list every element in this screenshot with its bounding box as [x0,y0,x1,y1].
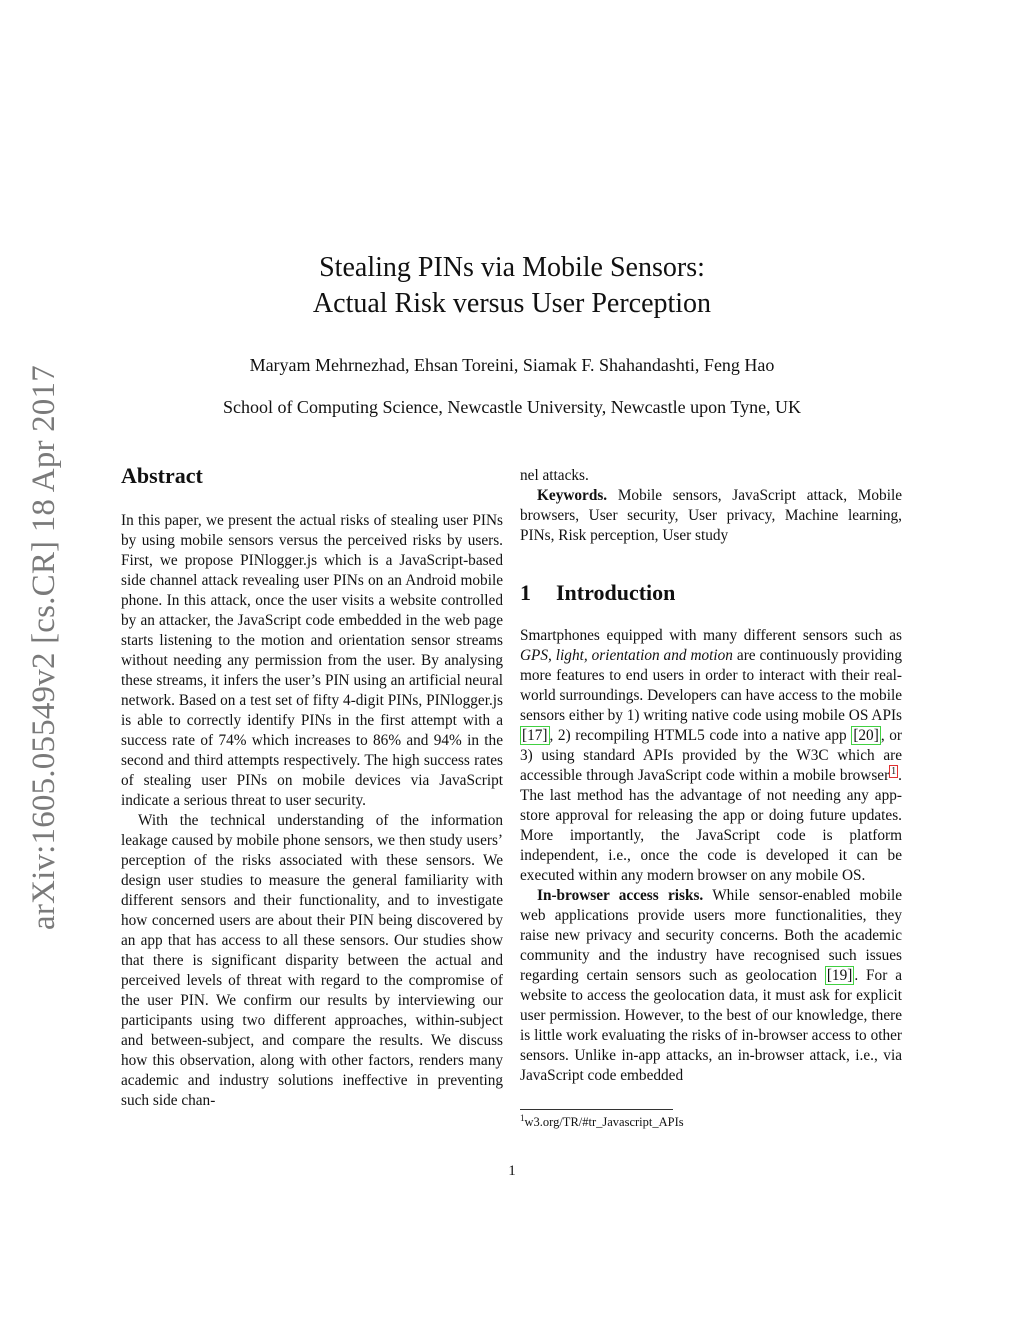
right-column [520,466,902,1086]
footnote-text: w3.org/TR/#tr_Javascript_APIs [524,1115,684,1130]
introduction-heading [520,577,902,609]
abstract-paragraph-1: In this paper, we present the actual risks of stealing user PINs by using mobile sensors versus the perceived risks by users. First, we propose PINlogger.js which is a JavaScript-based side channel attack revealing user PINs on an Android mobile phone. In this attack, once the user visits a website controlled by an attacker, the JavaScript code embedded in the web page starts listening to the motion and orientation sensor streams without needing any permission from the user. By analysing these streams, it infers the user’s PIN using an artificial neural network. Based on a test set of fifty 4-digit PINs, PINlogger.js is able to correctly identify PINs in the first attempt with a success rate of 74% which increases to 86% and 94% in the second and third attempts respectively. The high success rates of stealing user PINs on mobile devices via JavaScript indicate a serious threat to user security. [121,512,503,809]
keywords-text: Mobile sensors, JavaScript attack, Mobile browsers, User security, User privacy, Machine learning, PINs, Risk perception, User study [520,487,902,544]
sensor-list-emphasis: GPS, light, orientation and motion [520,647,733,664]
abstract-paragraph-2-continued: nel attacks. [520,467,589,484]
citation-link-17[interactable]: [17] [522,727,548,744]
arxiv-identifier: arXiv:1605.05549v2 [cs.CR] 18 Apr 2017 [26,365,62,930]
section-number: 1 [520,580,531,605]
left-column [121,460,503,1111]
citation-link-19[interactable]: [19] [826,967,853,984]
footnote [520,1113,684,1130]
footnote-divider [520,1109,673,1110]
abstract-paragraph-2: With the technical understanding of the information leakage caused by mobile phone sensors, we then study users’ perception of the risks associated with these sensors. We design user studies to measure the general familiarity with different sensors and their functionality, and to investigate how concerned users are about their PIN being discovered by an app that has access to all these sensors. Our studies show that there is significant disparity between the actual and perceived levels of threat with regard to the compromise of the user PIN. We confirm our results by interviewing our participants using two different approaches, within-subject and between-subject, and compare the results. We discuss how this observation, along with other factors, renders many academic and industry solutions ineffective in preventing such side chan- [121,812,503,1109]
paper-title-line-1: Stealing PINs via Mobile Sensors: [319,252,705,283]
title-block [0,250,1024,418]
citation-link-20[interactable]: [20] [853,727,879,744]
affiliation: School of Computing Science, Newcastle University, Newcastle upon Tyne, UK [222,397,802,417]
author-list: Maryam Mehrnezhad, Ehsan Toreini, Siamak F. Shahandashti, Feng Hao [249,355,775,375]
footnote-mark: 1 [520,1113,525,1123]
introduction-paragraph-1: Smartphones equipped with many different sensors such as GPS, light, orientation and motion are continuously providing more features to end users in order to interact with their real-world surroundings. Developers can have access to the mobile sensors either by 1) writing native code using mobile OS APIs [17] , 2) recompiling HTML5 code into a native app [20] , or 3) using standard APIs provided by the W3C which are accessible through JavaScript code within a mobile browser $^1$ . The last method has the advantage of not needing any app-store approval for releasing the app or doing future updates. More importantly, the JavaScript code is platform independent, i.e., once the code is developed it can be executed within any modern browser on any mobile OS. [520,627,902,884]
paper-title-line-2: Actual Risk versus User Perception [312,288,712,319]
section-title: Introduction [556,580,676,605]
keywords-label: Keywords. [537,487,608,504]
keywords-paragraph [520,486,902,546]
introduction-paragraph-2: In-browser access risks. While sensor-enabled mobile web applications provide users more functionalities, they raise new privacy and security concerns. Both the academic community and the industry have recognised such issues regarding certain sensors such as geolocation [19] . For a website to access the geolocation data, it must ask for explicit user permission. However, to the best of our knowledge, there is little work evaluating the risks of in-browser access to other sensors. Unlike in-app attacks, an in-browser attack, i.e., via JavaScript code embedded [520,887,903,1084]
abstract-heading: Abstract [121,463,203,488]
footnote-link-1[interactable]: 1 [891,765,897,777]
page-number: 1 [508,1163,516,1179]
paragraph-runin-label: In-browser access risks. [537,887,704,904]
